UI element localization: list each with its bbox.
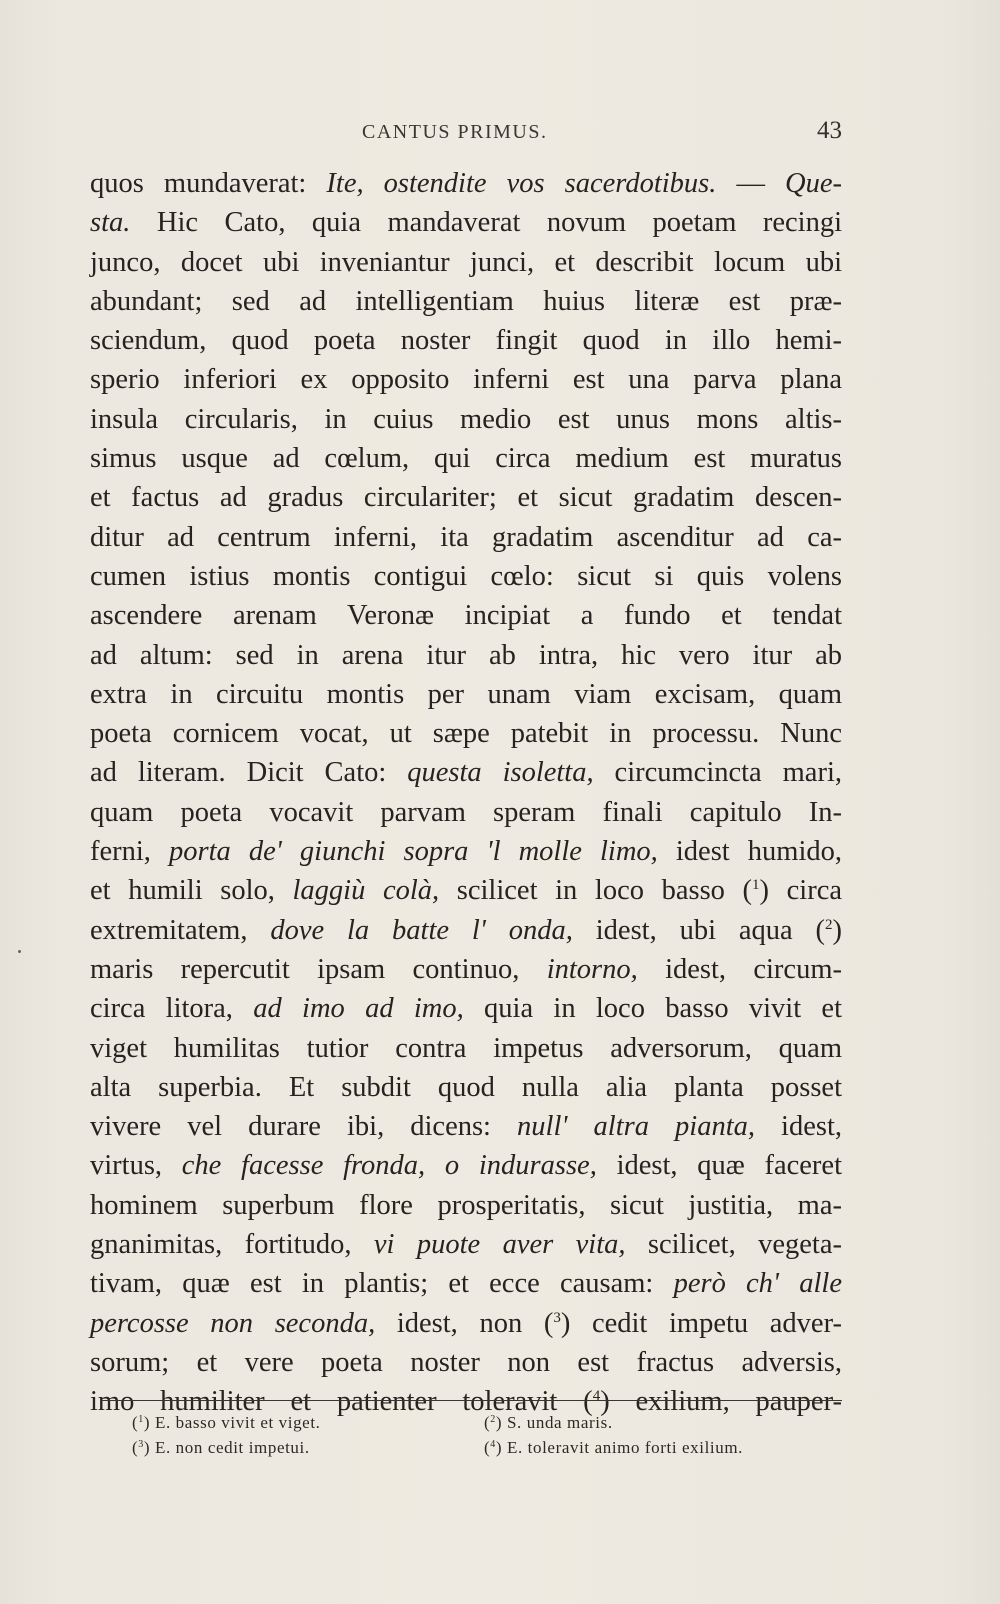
footnote-2: ($^2$) S. unda maris. (484, 1413, 613, 1432)
text-segment: quam poeta vocavit parvam speram finali capitulo In- (90, 796, 842, 828)
italic-quotation: porta de' giunchi sopra 'l molle limo, (169, 836, 658, 868)
italic-quotation: però ch' alle (673, 1268, 842, 1300)
text-segment: idest, non ( (375, 1307, 554, 1339)
page-number: 43 (817, 117, 842, 144)
text-segment: idest humido, (657, 836, 842, 868)
text-segment: ) circa (759, 875, 843, 907)
text-segment: idest, (755, 1111, 843, 1143)
italic-quotation: null' altra pianta, (517, 1111, 755, 1143)
text-segment: ferni, (90, 836, 170, 868)
italic-quotation: laggiù colà, (292, 875, 440, 907)
text-segment: sperio inferiori ex opposito inferni est una parva plana (90, 364, 842, 396)
text-segment: hominem superbum flore prosperitatis, sicut justitia, ma- (90, 1189, 842, 1221)
text-segment: gnanimitas, fortitudo, (90, 1229, 374, 1261)
text-line (90, 1068, 842, 1107)
text-segment: quia in loco basso vivit et (463, 993, 842, 1025)
footnote-mark: 1 (138, 1414, 144, 1425)
italic-quotation: Ite, ostendite vos sacerdotibus. (326, 168, 717, 199)
text-segment: quos mundaverat: (90, 168, 327, 199)
footnote-mark: 3 (138, 1439, 144, 1450)
text-segment: idest, ubi aqua ( (572, 914, 825, 946)
text-line (90, 989, 842, 1028)
text-segment: circumcincta mari, (593, 757, 842, 789)
footnote-text: E. non cedit impetui. (155, 1438, 310, 1457)
text-segment: ditur ad centrum inferni, ita gradatim ascenditur ad ca- (90, 521, 842, 553)
text-line (90, 1304, 842, 1343)
text-line (90, 911, 842, 950)
text-segment: ad literam. Dicit Cato: (90, 757, 408, 789)
text-segment: imo humiliter et patienter toleravit ( (90, 1386, 593, 1418)
text-line (90, 636, 842, 675)
text-segment: — (716, 168, 786, 199)
text-segment: abundant; sed ad intelligentiam huius literæ est præ- (90, 285, 842, 317)
italic-quotation: intorno, (546, 953, 638, 985)
text-line (90, 1029, 842, 1068)
text-segment: et factus ad gradus circulariter; et sicut gradatim descen- (90, 482, 842, 514)
italic-quotation: vi puote aver vita, (373, 1229, 626, 1261)
footnote-rule (100, 1400, 842, 1401)
text-line (90, 518, 842, 557)
footnote-1: ($^1$) E. basso vivit et viget. (132, 1413, 321, 1432)
text-segment: ) exilium, pauper- (600, 1386, 842, 1418)
text-line (90, 793, 842, 832)
text-segment: cumen istius montis contigui cœlo: sicut si quis volens (90, 560, 842, 592)
italic-quotation: sta. (90, 207, 131, 239)
running-title: CANTUS PRIMUS. (362, 121, 548, 143)
text-line (90, 1343, 842, 1382)
text-line (90, 203, 842, 242)
running-head (90, 117, 842, 153)
text-line (90, 753, 842, 792)
text-line (90, 164, 842, 203)
text-line (90, 400, 842, 439)
text-segment: poeta cornicem vocat, ut sæpe patebit in processu. Nunc (90, 718, 842, 750)
footnote-text: S. unda maris. (507, 1413, 613, 1432)
text-segment: ad altum: sed in arena itur ab intra, hic vero itur ab (90, 639, 842, 671)
italic-quotation: questa isoletta, (407, 757, 594, 789)
footnote-reference: 1 (752, 877, 760, 894)
text-segment: junco, docet ubi inveniantur junci, et describit locum ubi (90, 246, 842, 278)
footnote-text: E. basso vivit et viget. (155, 1413, 321, 1432)
text-segment: virtus, (90, 1150, 182, 1182)
text-line (90, 832, 842, 871)
text-segment: ascendere arenam Veronæ incipiat a fundo et tendat (90, 600, 842, 632)
text-segment: extremitatem, (90, 914, 271, 946)
text-segment: ) cedit impetu adver- (560, 1307, 842, 1339)
text-segment: sciendum, quod poeta noster fingit quod in illo hemi- (90, 325, 842, 357)
text-line (90, 1146, 842, 1185)
text-segment: et humili solo, (90, 875, 293, 907)
italic-quotation: Que- (785, 168, 842, 199)
text-line (90, 1264, 842, 1303)
text-segment: maris repercutit ipsam continuo, (90, 953, 547, 985)
footnote-mark: 4 (490, 1439, 496, 1450)
text-line (90, 360, 842, 399)
paper-speck (18, 950, 21, 953)
italic-quotation: percosse non seconda, (90, 1307, 376, 1339)
text-line (90, 871, 842, 910)
text-segment: simus usque ad cœlum, qui circa medium est muratus (90, 443, 842, 475)
text-segment: ) (832, 914, 842, 946)
text-line (90, 321, 842, 360)
text-line (90, 282, 842, 321)
text-segment: tivam, quæ est in plantis; et ecce causam: (90, 1268, 674, 1300)
text-segment: scilicet, vegeta- (625, 1229, 842, 1261)
text-line (90, 596, 842, 635)
footnote-text: E. toleravit animo forti exilium. (507, 1438, 744, 1457)
text-line (90, 1186, 842, 1225)
footnote-reference: 2 (825, 916, 833, 933)
text-segment: idest, quæ faceret (596, 1150, 842, 1182)
text-line (90, 714, 842, 753)
text-line (90, 1225, 842, 1264)
text-line (90, 675, 842, 714)
text-segment: insula circularis, in cuius medio est unus mons altis- (90, 403, 842, 435)
text-line (90, 950, 842, 989)
body-text (90, 164, 842, 1422)
text-segment: circa litora, (90, 993, 254, 1025)
footnote-3: ($^3$) E. non cedit impetui. (132, 1438, 310, 1457)
text-line (90, 439, 842, 478)
text-segment: sorum; et vere poeta noster non est fractus adversis, (90, 1346, 842, 1378)
text-segment: viget humilitas tutior contra impetus adversorum, quam (90, 1032, 842, 1064)
text-line (90, 557, 842, 596)
footnote-mark: 2 (490, 1414, 496, 1425)
text-segment: idest, circum- (637, 953, 842, 985)
text-segment: scilicet in loco basso ( (439, 875, 753, 907)
footnote-reference: 3 (553, 1309, 561, 1326)
text-line (90, 243, 842, 282)
text-line (90, 478, 842, 517)
italic-quotation: dove la batte l' onda, (270, 914, 573, 946)
footnote-4: ($^4$) E. toleravit animo forti exilium. (484, 1438, 744, 1457)
text-segment: vivere vel durare ibi, dicens: (90, 1111, 518, 1143)
text-segment: alta superbia. Et subdit quod nulla alia planta posset (90, 1071, 842, 1103)
italic-quotation: ad imo ad imo, (253, 993, 464, 1025)
text-line (90, 1107, 842, 1146)
footnote-reference: 4 (592, 1388, 601, 1405)
text-segment: Hic Cato, quia mandaverat novum poetam recingi (130, 207, 842, 239)
italic-quotation: che facesse fronda, o indurasse, (181, 1150, 597, 1182)
text-segment: extra in circuitu montis per unam viam excisam, quam (90, 678, 842, 710)
